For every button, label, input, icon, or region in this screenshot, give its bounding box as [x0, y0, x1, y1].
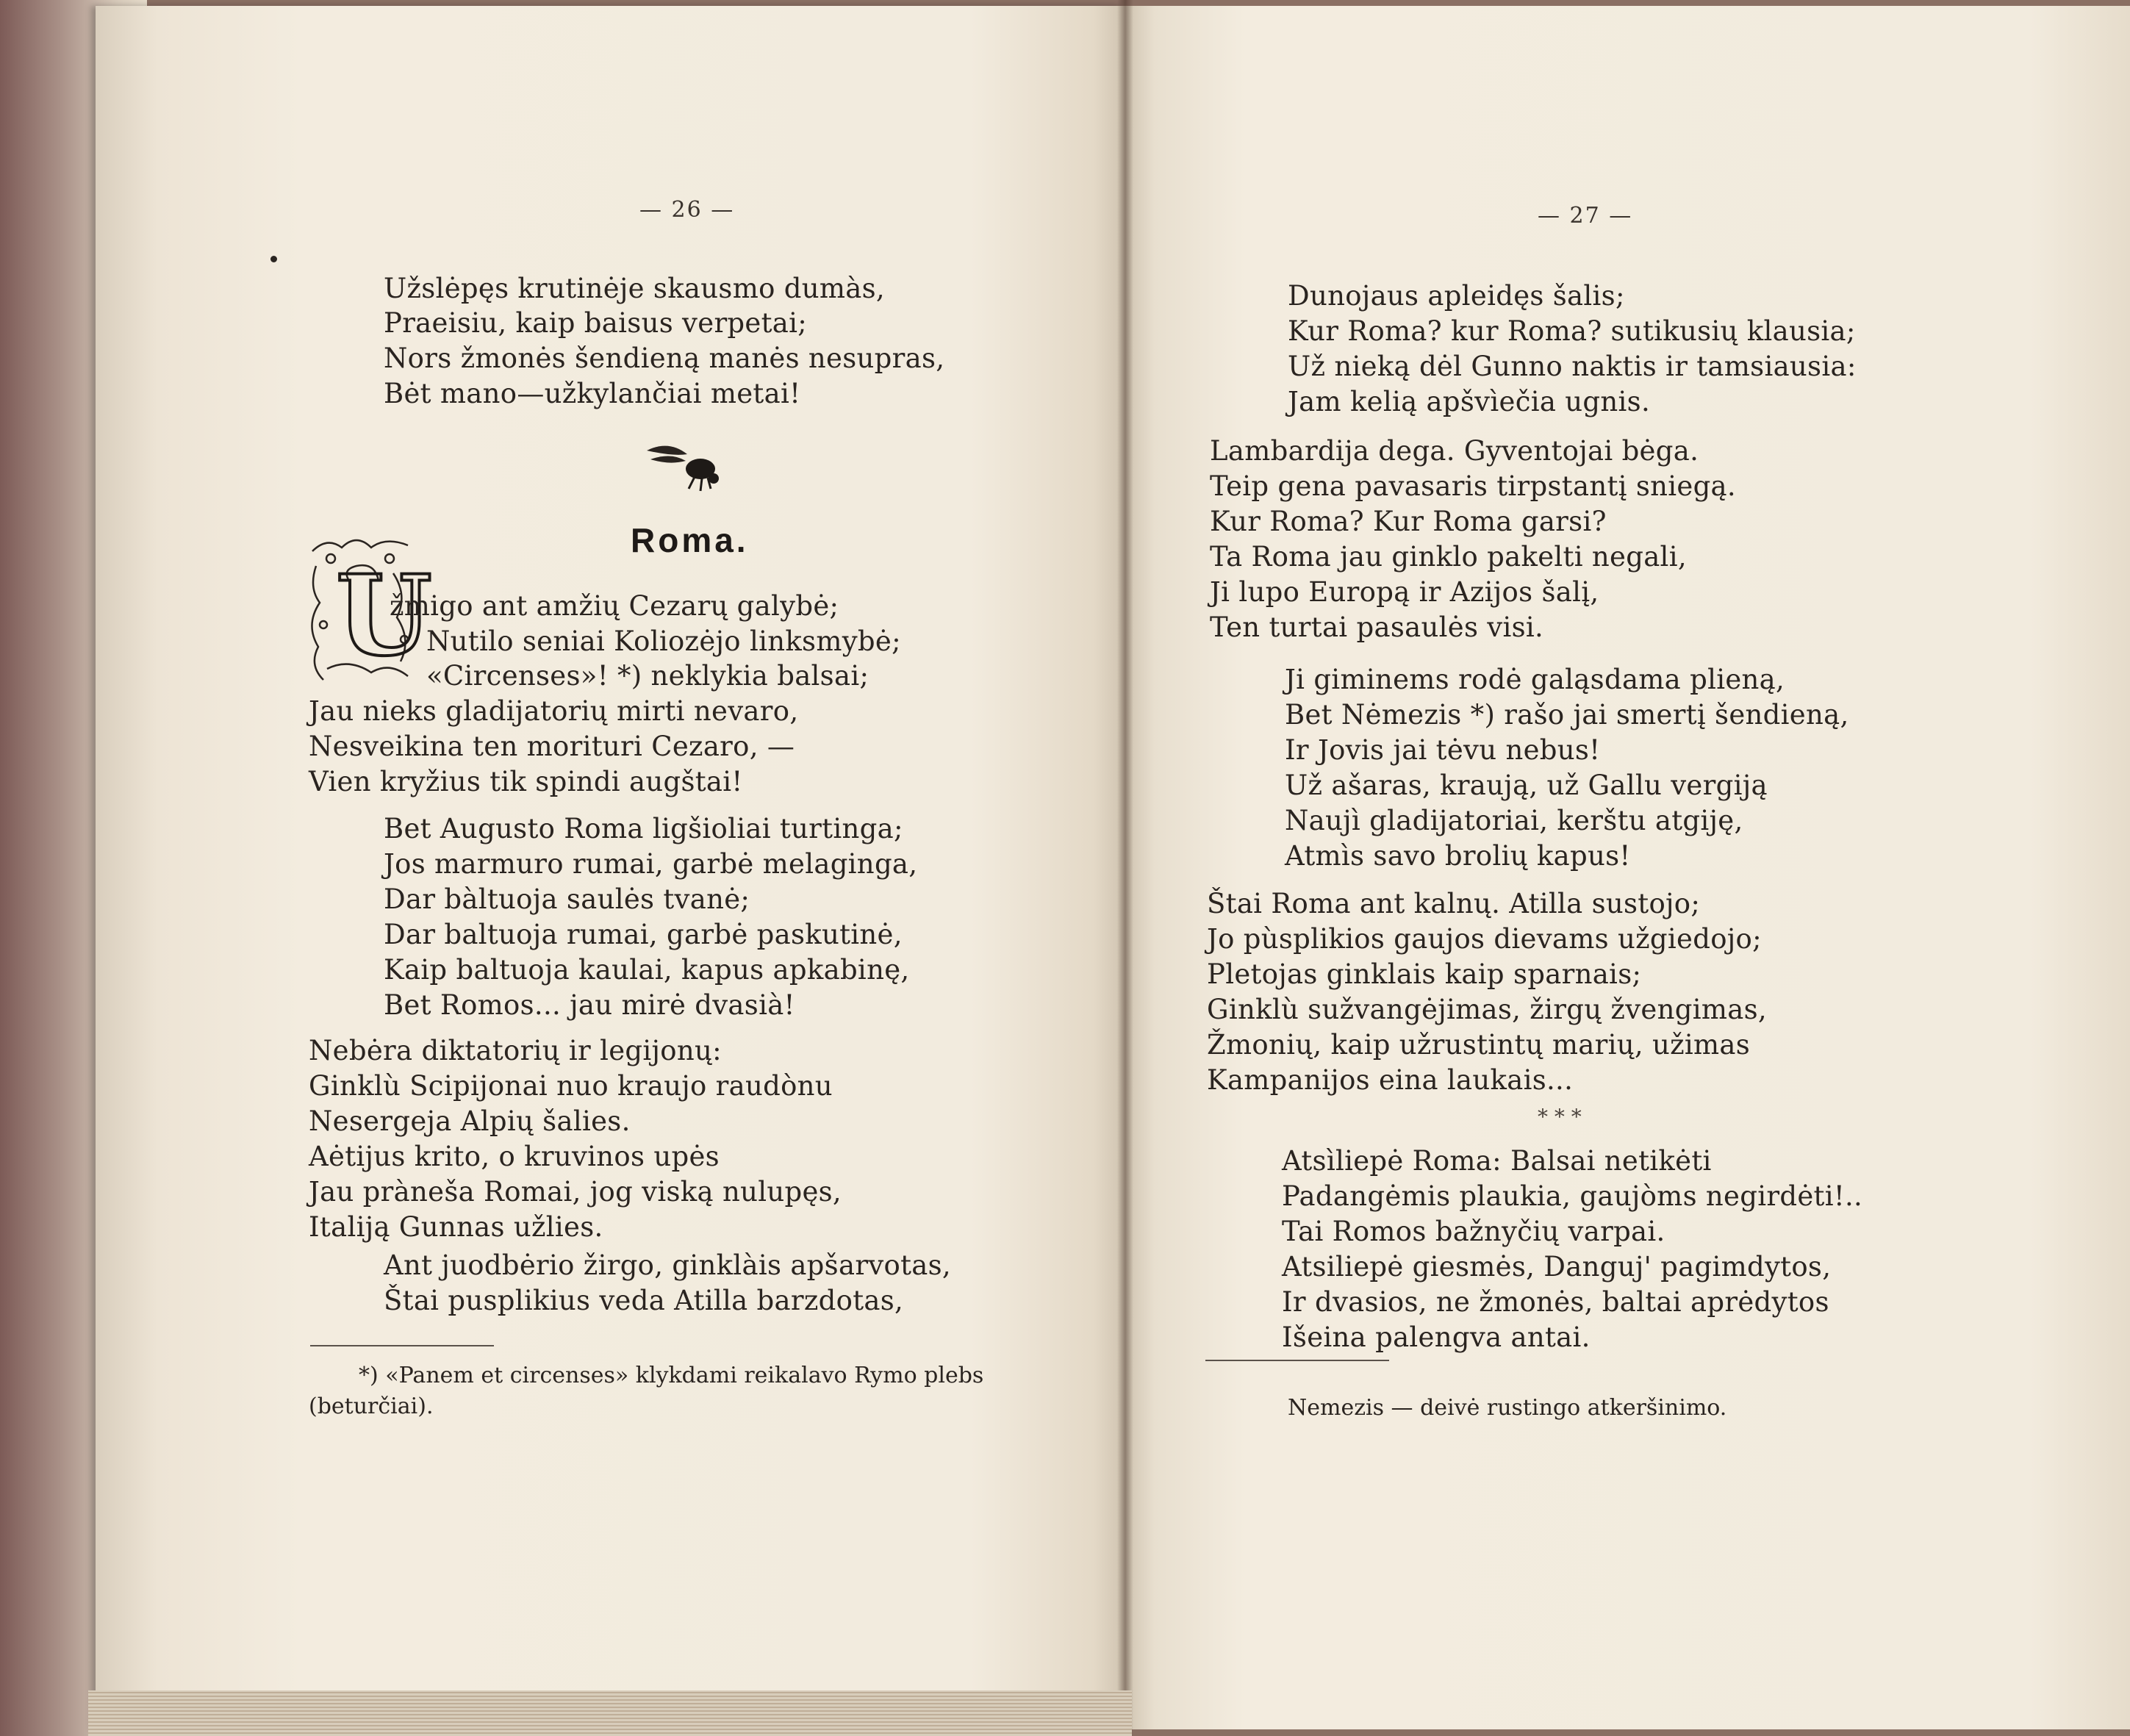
footnote-rule: [1205, 1360, 1389, 1361]
verse-line: Vien kryžius tik spindi augštai!: [309, 766, 743, 797]
page-number-26: — 26 —: [639, 197, 735, 223]
verse-line: Ten turtai pasaulės visi.: [1210, 611, 1544, 643]
footnote-rule: [310, 1345, 494, 1346]
verse-line: Jau prànešа Romai, jog viską nulupęs,: [309, 1176, 842, 1208]
right-page: [1125, 6, 2130, 1729]
verse-line: Jau nieks gladijatorių mirti nevaro,: [309, 695, 799, 727]
verse-line: Pletojas ginklais kaip sparnais;: [1207, 958, 1642, 990]
verse-line: Atmìs savo brolių kapus!: [1285, 840, 1631, 872]
verse-line: Praeisiu, kaip baisus verpetai;: [384, 307, 808, 339]
verse-line: Ginklù sužvangėjimas, žirgų žvengimas,: [1207, 994, 1767, 1025]
verse-line: Bėt mano—užkylančiai metai!: [384, 378, 801, 409]
verse-line: Dunojaus apleidęs šalis;: [1288, 280, 1625, 312]
verse-line: Padangėmis plaukia, gaujòms negirdėti!..: [1282, 1180, 1863, 1212]
verse-line: Bet Romos... jau mirė dvasià!: [384, 989, 795, 1021]
bee-ornament-icon: [643, 436, 724, 495]
verse-line: Jo pùsplikios gaujos dievams užgiedojo;: [1207, 923, 1762, 955]
verse-line: Naujì gladijatoriai, kerštu atgiję,: [1285, 805, 1743, 836]
verse-line: Užslėpęs krutinėje skausmo dumàs,: [384, 273, 885, 304]
verse-line: Štai Roma ant kalnų. Atilla sustojo;: [1207, 888, 1701, 919]
footnote-line: Nemezis — deivė rustingo atkeršinimo.: [1288, 1395, 1727, 1421]
verse-line: Ir dvasios, ne žmonės, baltai aprėdytos: [1282, 1286, 1829, 1318]
verse-line: Išeina palengva antai.: [1282, 1321, 1591, 1353]
footnote-line: (beturčiai).: [309, 1394, 434, 1419]
verse-line: Nors žmonės šendieną manės nesupras,: [384, 342, 945, 374]
verse-line: Už ašaras, kraują, už Gallu vergiją: [1285, 770, 1768, 801]
verse-line: Atsìliepė Roma: Balsai netikėti: [1282, 1145, 1712, 1177]
poem-title: Roma.: [631, 521, 749, 559]
verse-line: Už nieką dėl Gunno naktis ir tamsiausia:: [1288, 351, 1857, 382]
verse-line: Nutilo seniai Koliozėjo linksmybė;: [426, 625, 901, 657]
verse-line: Kampanijos eina laukais...: [1207, 1064, 1574, 1096]
verse-line: Žmonių, kaip užrustintų marių, užimas: [1207, 1029, 1751, 1061]
verse-line: Ta Roma jau ginklo pakelti negali,: [1210, 541, 1687, 573]
verse-line: Ji giminems rodė galąsdama plieną,: [1285, 664, 1785, 695]
page-edges: [88, 1690, 1132, 1736]
verse-line: Ant juodbėrio žirgo, ginklàis apšarvotas,: [384, 1249, 951, 1281]
page-speck: [270, 256, 277, 262]
verse-line: Nebėra diktatorių ir legijonų:: [309, 1035, 722, 1066]
verse-line: Dar baltuoja rumai, garbė paskutinė,: [384, 919, 903, 950]
verse-line: Italiją Gunnas užlies.: [309, 1211, 603, 1243]
verse-line: Kur Roma? Kur Roma garsi?: [1210, 506, 1607, 537]
verse-line: Jam kelią apšvìečia ugnis.: [1288, 386, 1651, 417]
verse-line: Nesergeja Alpių šalies.: [309, 1105, 631, 1137]
verse-line: Jos marmuro rumai, garbė melaginga,: [384, 848, 918, 880]
verse-line: Ir Jovis jai tėvu nebus!: [1285, 734, 1601, 766]
verse-line: Atsiliepė giesmės, Danguj' pagimdytos,: [1282, 1251, 1832, 1283]
left-page: [96, 6, 1125, 1729]
verse-line: žmigo ant amžių Cezarų galybė;: [390, 590, 839, 622]
footnote-line: *) «Panem et circenses» klykdami reikalavo Rymo plebs: [359, 1363, 984, 1388]
verse-line: Bet Augusto Roma ligšioliai turtinga;: [384, 813, 903, 844]
verse-line: Štai pusplikius veda Atilla barzdotas,: [384, 1285, 904, 1316]
verse-line: Kaip baltuoja kaulai, kapus apkabinę,: [384, 954, 910, 986]
section-separator: * * *: [1538, 1105, 1582, 1129]
verse-line: Ji lupo Europą ir Azijos šalį,: [1210, 576, 1599, 608]
verse-line: Lambardija dega. Gyventojai bėga.: [1210, 435, 1699, 467]
page-number-27: — 27 —: [1538, 203, 1633, 229]
verse-line: Ginklù Scipijonai nuo kraujo raudònu: [309, 1070, 833, 1102]
book-gutter: [1117, 0, 1133, 1736]
verse-line: Aėtijus krito, o kruvinos upės: [309, 1141, 720, 1172]
verse-line: Teip gena pavasaris tirpstantį sniegą.: [1210, 470, 1736, 502]
dropcap-letter: U: [336, 551, 432, 681]
verse-line: Kur Roma? kur Roma? sutikusių klausia;: [1288, 315, 1856, 347]
verse-line: Nesveikina ten morituri Cezaro, —: [309, 731, 795, 762]
verse-line: Tai Romos bažnyčių varpai.: [1282, 1216, 1665, 1247]
verse-line: Bet Nėmezis *) rašo jai smertį šendieną,: [1285, 699, 1849, 731]
verse-line: «Circenses»! *) neklykia balsai;: [426, 660, 869, 692]
verse-line: Dar bàltuoja saulės tvanė;: [384, 883, 750, 915]
